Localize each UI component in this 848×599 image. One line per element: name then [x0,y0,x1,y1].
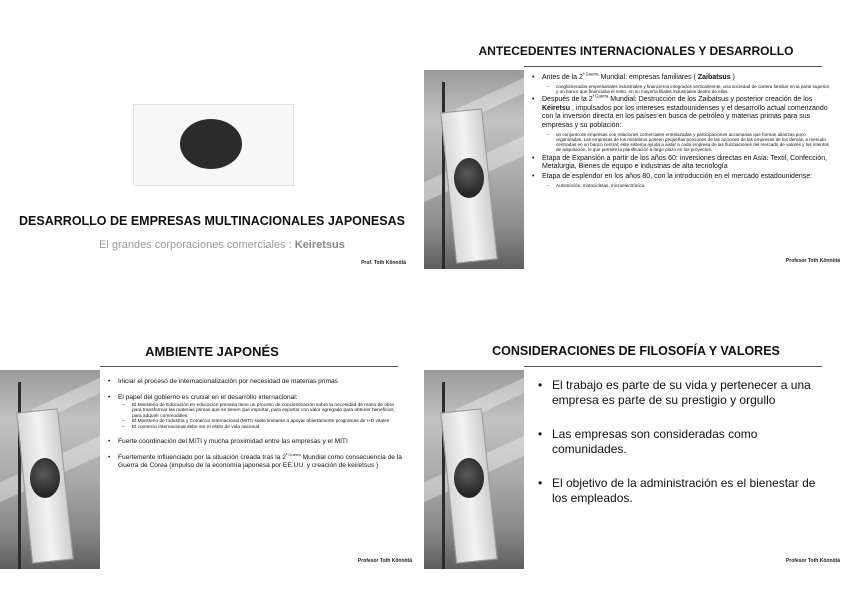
japan-flag-image [133,104,294,186]
bullet-list [532,71,832,190]
rising-sun-disc [180,119,242,169]
bullet-item: • El objetivo de la administración es el bienestar de los empleados. [538,476,828,506]
title-rule [524,366,822,367]
flagpole [442,382,445,569]
subtitle-keyword: Keiretsus [294,239,345,251]
slide-subtitle [40,239,404,251]
slide-heading: ANTECEDENTES INTERNACIONALES Y DESARROLLO [478,44,794,58]
slide-author: Prof. Toth Könnötä [361,260,406,266]
sub-bullet-item: – El Ministerio de Industria y Comercio Internacional (MITI) suele limitarse a apoyar abiertamente programas de I+D vitales [118,419,403,424]
sub-bullet-item: – conglomerados empresariales industriales y financieros integrados verticalmente, una sociedad de cartera familiar en la parte superior, y un banco que financiaba el resto, en su mayoría filiales industriales dentro de ellos. [542,84,832,95]
slide-ambiente [0,300,424,599]
slide-title-heading: DESARROLLO DE EMPRESAS MULTINACIONALES JAPONESAS [19,214,405,228]
bullet-item: • Fuerte coordinación del MITI y mucha proximidad entre las empresas y el MITI [108,438,403,446]
slide-antecedentes [424,0,848,299]
rising-sun-disc [454,458,484,498]
bullet-item: • El papel del gobierno es crucial en el desarrollo internacional: – El Ministerio de Educación en educación primaria tiene un proceso de concientización sobre la necesidad de mano de obra para transformar las materias primas que se tienen que importar, para exportar con valor agregado para obtener beneficios, para adquirir commodities – El Ministerio de Industria y Comercio Internacional (MITI) suele limitarse a apoyar abiertamente programas de I+D vitales – El comercio internacional debe ser el estilo de vida nacional [108,394,403,430]
flagpole [442,82,445,269]
slide-consideraciones [424,300,848,599]
bullet-item: • Antes de la $2^{ª Guerra}$ Mundial: empresas familiares ( Zaibatsus ) – conglomerados empresariales industriales y financieros integrados verticalmente, una sociedad de cartera familiar en la parte superior, y un banco que financiaba el resto, en su mayoría filiales industriales dentro de ellos. [532,74,832,94]
bullet-item: • Después de la $2^{ª Guerra}$ Mundial: Destrucción de los Zaibatsus y posterior creación de los Keiretsu , impulsados por los intereses estadounidenses y el desarrollo actual comenzando con la inversión directa en los países en busca de petróleo y materias primas para sus empresas y su población: – un conjunto de empresas con relaciones comerciales entrelazadas y participaciones accionarias que forman alianzas poco organizadas. Las empresas de los miembros poseen pequeñas porciones de las acciones de las empresas de los demás, a menudo centradas en un banco central; este sistema ayuda a aislar a cada empresa de las fluctuaciones del mercado de valores y los intentos de adquisición, lo que permite la planificación a largo plazo en los proyectos. [532,96,832,153]
bullet-item: • Etapa de esplendor en los años 80, con la introducción en el mercado estadounidense: – Automoción, motocicletas, microelectrónica [532,173,832,188]
bullet-item: • Iniciar el proceso de internacionalización por necesidad de materias primas [108,378,403,386]
rising-sun-disc [454,158,484,198]
sub-bullet-item: – El comercio internacional debe ser el estilo de vida nacional [118,425,403,430]
slide-author: Profesor Toth Könnötä [785,258,840,264]
rising-sun-disc [30,458,60,498]
bullet-item: • El trabajo es parte de su vida y pertenecer a una empresa es parte de su prestigio y orgullo [538,378,828,408]
slide-heading: CONSIDERACIONES DE FILOSOFÍA Y VALORES [492,344,780,358]
slide-author: Profesor Toth Könnötä [357,558,412,564]
flag-photo [424,370,524,569]
sub-bullet-item: – un conjunto de empresas con relaciones comerciales entrelazadas y participaciones accionarias que forman alianzas poco organizadas. Las empresas de los miembros poseen pequeñas porciones de las acciones de las empresas de los demás, a menudo centradas en un banco central; este sistema ayuda a aislar a cada empresa de las fluctuaciones del mercado de valores y los intentos de adquisición, lo que permite la planificación a largo plazo en los proyectos. [542,132,832,153]
bullet-list [538,378,828,506]
flagpole [18,382,21,569]
flag-photo [424,70,524,269]
slide-author: Profesor Toth Könnötä [785,558,840,564]
bullet-list [108,378,403,470]
sub-bullet-item: – Automoción, motocicletas, microelectrónica [542,183,832,188]
title-rule [100,366,398,367]
bullet-item: • Las empresas son consideradas como comunidades. [538,427,828,457]
sub-bullet-item: – El Ministerio de Educación en educación primaria tiene un proceso de concientización sobre la necesidad de mano de obra para transformar las materias primas que se tienen que importar, para exportar con valor agregado para obtener beneficios, para adquirir commodities [118,403,403,419]
slide-title [0,0,424,299]
flag-photo [0,370,100,569]
bullet-item: • Fuertemente influenciado por la situación creada tras la $2^{ª Guerra}$ Mundial como consecuencia de la Guerra de Corea (impulso de la economía japonesa por EE.UU. y creación de keiretsus ) [108,454,403,470]
bullet-item: • Etapa de Expansión a partir de los años 60: inversiones directas en Asia: Textil, Confección, Metalurgia, Bienes de equipo e industrias de alta tecnología [532,155,832,172]
slide-heading: AMBIENTE JAPONÉS [145,344,279,359]
title-rule [524,66,822,67]
subtitle-text: El grandes corporaciones comerciales : [99,239,295,251]
